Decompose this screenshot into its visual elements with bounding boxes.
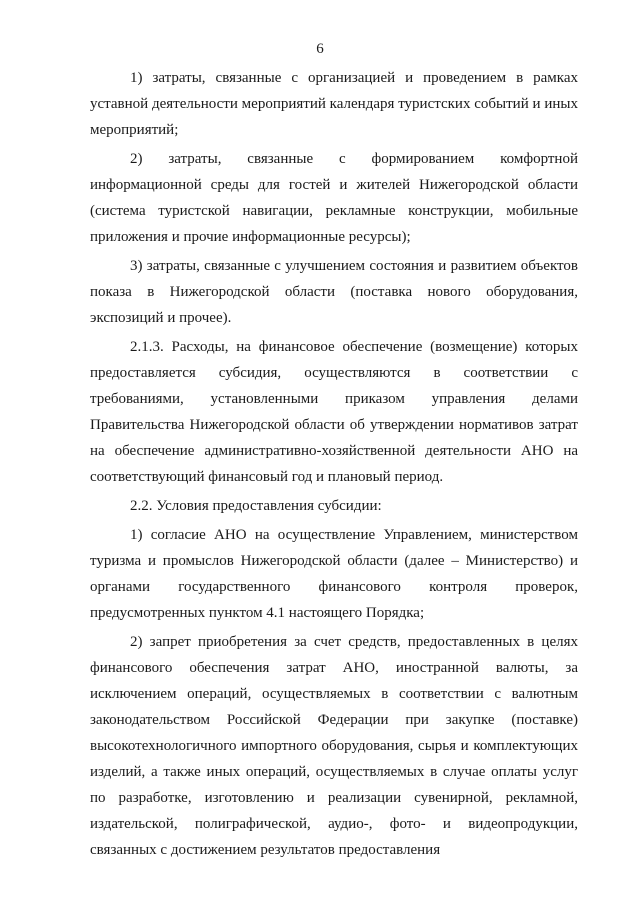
paragraph-condition-consent: 1) согласие АНО на осуществление Управлением, министерством туризма и промыслов Нижегородской области (далее – Министерство) и органами государственного финансового контроля проверок, предусмотренных пунктом 4.1 настоящего Порядка; xyxy=(90,527,578,621)
paragraph-2-2-conditions-heading: 2.2. Условия предоставления субсидии: xyxy=(130,498,382,514)
paragraph-costs-information-environment: 2) затраты, связанные с формированием комфортной информационной среды для гостей и жителей Нижегородской области (система туристской навигации, рекламные конструкции, мобильные приложения и прочие информационные ресурсы); xyxy=(90,151,578,245)
paragraph-costs-display-objects: 3) затраты, связанные с улучшением состояния и развитием объектов показа в Нижегородской области (поставка нового оборудования, экспозиций и прочее). xyxy=(90,258,578,326)
paragraph-2-1-3-expenses: 2.1.3. Расходы, на финансовое обеспечение (возмещение) которых предоставляется субсидия, осуществляются в соответствии с требованиями, установленными приказом управления делами Правительства Нижегородской области об утверждении нормативов затрат на обеспечение административно-хозяйственной деятельности АНО на соответствующий финансовый год и плановый период. xyxy=(90,339,578,485)
paragraph-condition-currency-ban: 2) запрет приобретения за счет средств, предоставленных в целях финансового обеспечения затрат АНО, иностранной валюты, за исключением операций, осуществляемых в соответствии с валютным законодательством Российской Федерации при закупке (поставке) высокотехнологичного импортного оборудования, сырья и комплектующих изделий, а также иных операций, осуществляемых в случае оплаты услуг по разработке, изготовлению и реализации сувенирной, рекламной, издательской, полиграфической, аудио-, фото- и видеопродукции, связанных с достижением результатов предоставления xyxy=(90,634,578,858)
document-body xyxy=(90,65,578,863)
paragraph-costs-events: 1) затраты, связанные с организацией и проведением в рамках уставной деятельности мероприятий календаря туристских событий и иных мероприятий; xyxy=(90,70,578,138)
page-number: 6 xyxy=(316,41,324,57)
